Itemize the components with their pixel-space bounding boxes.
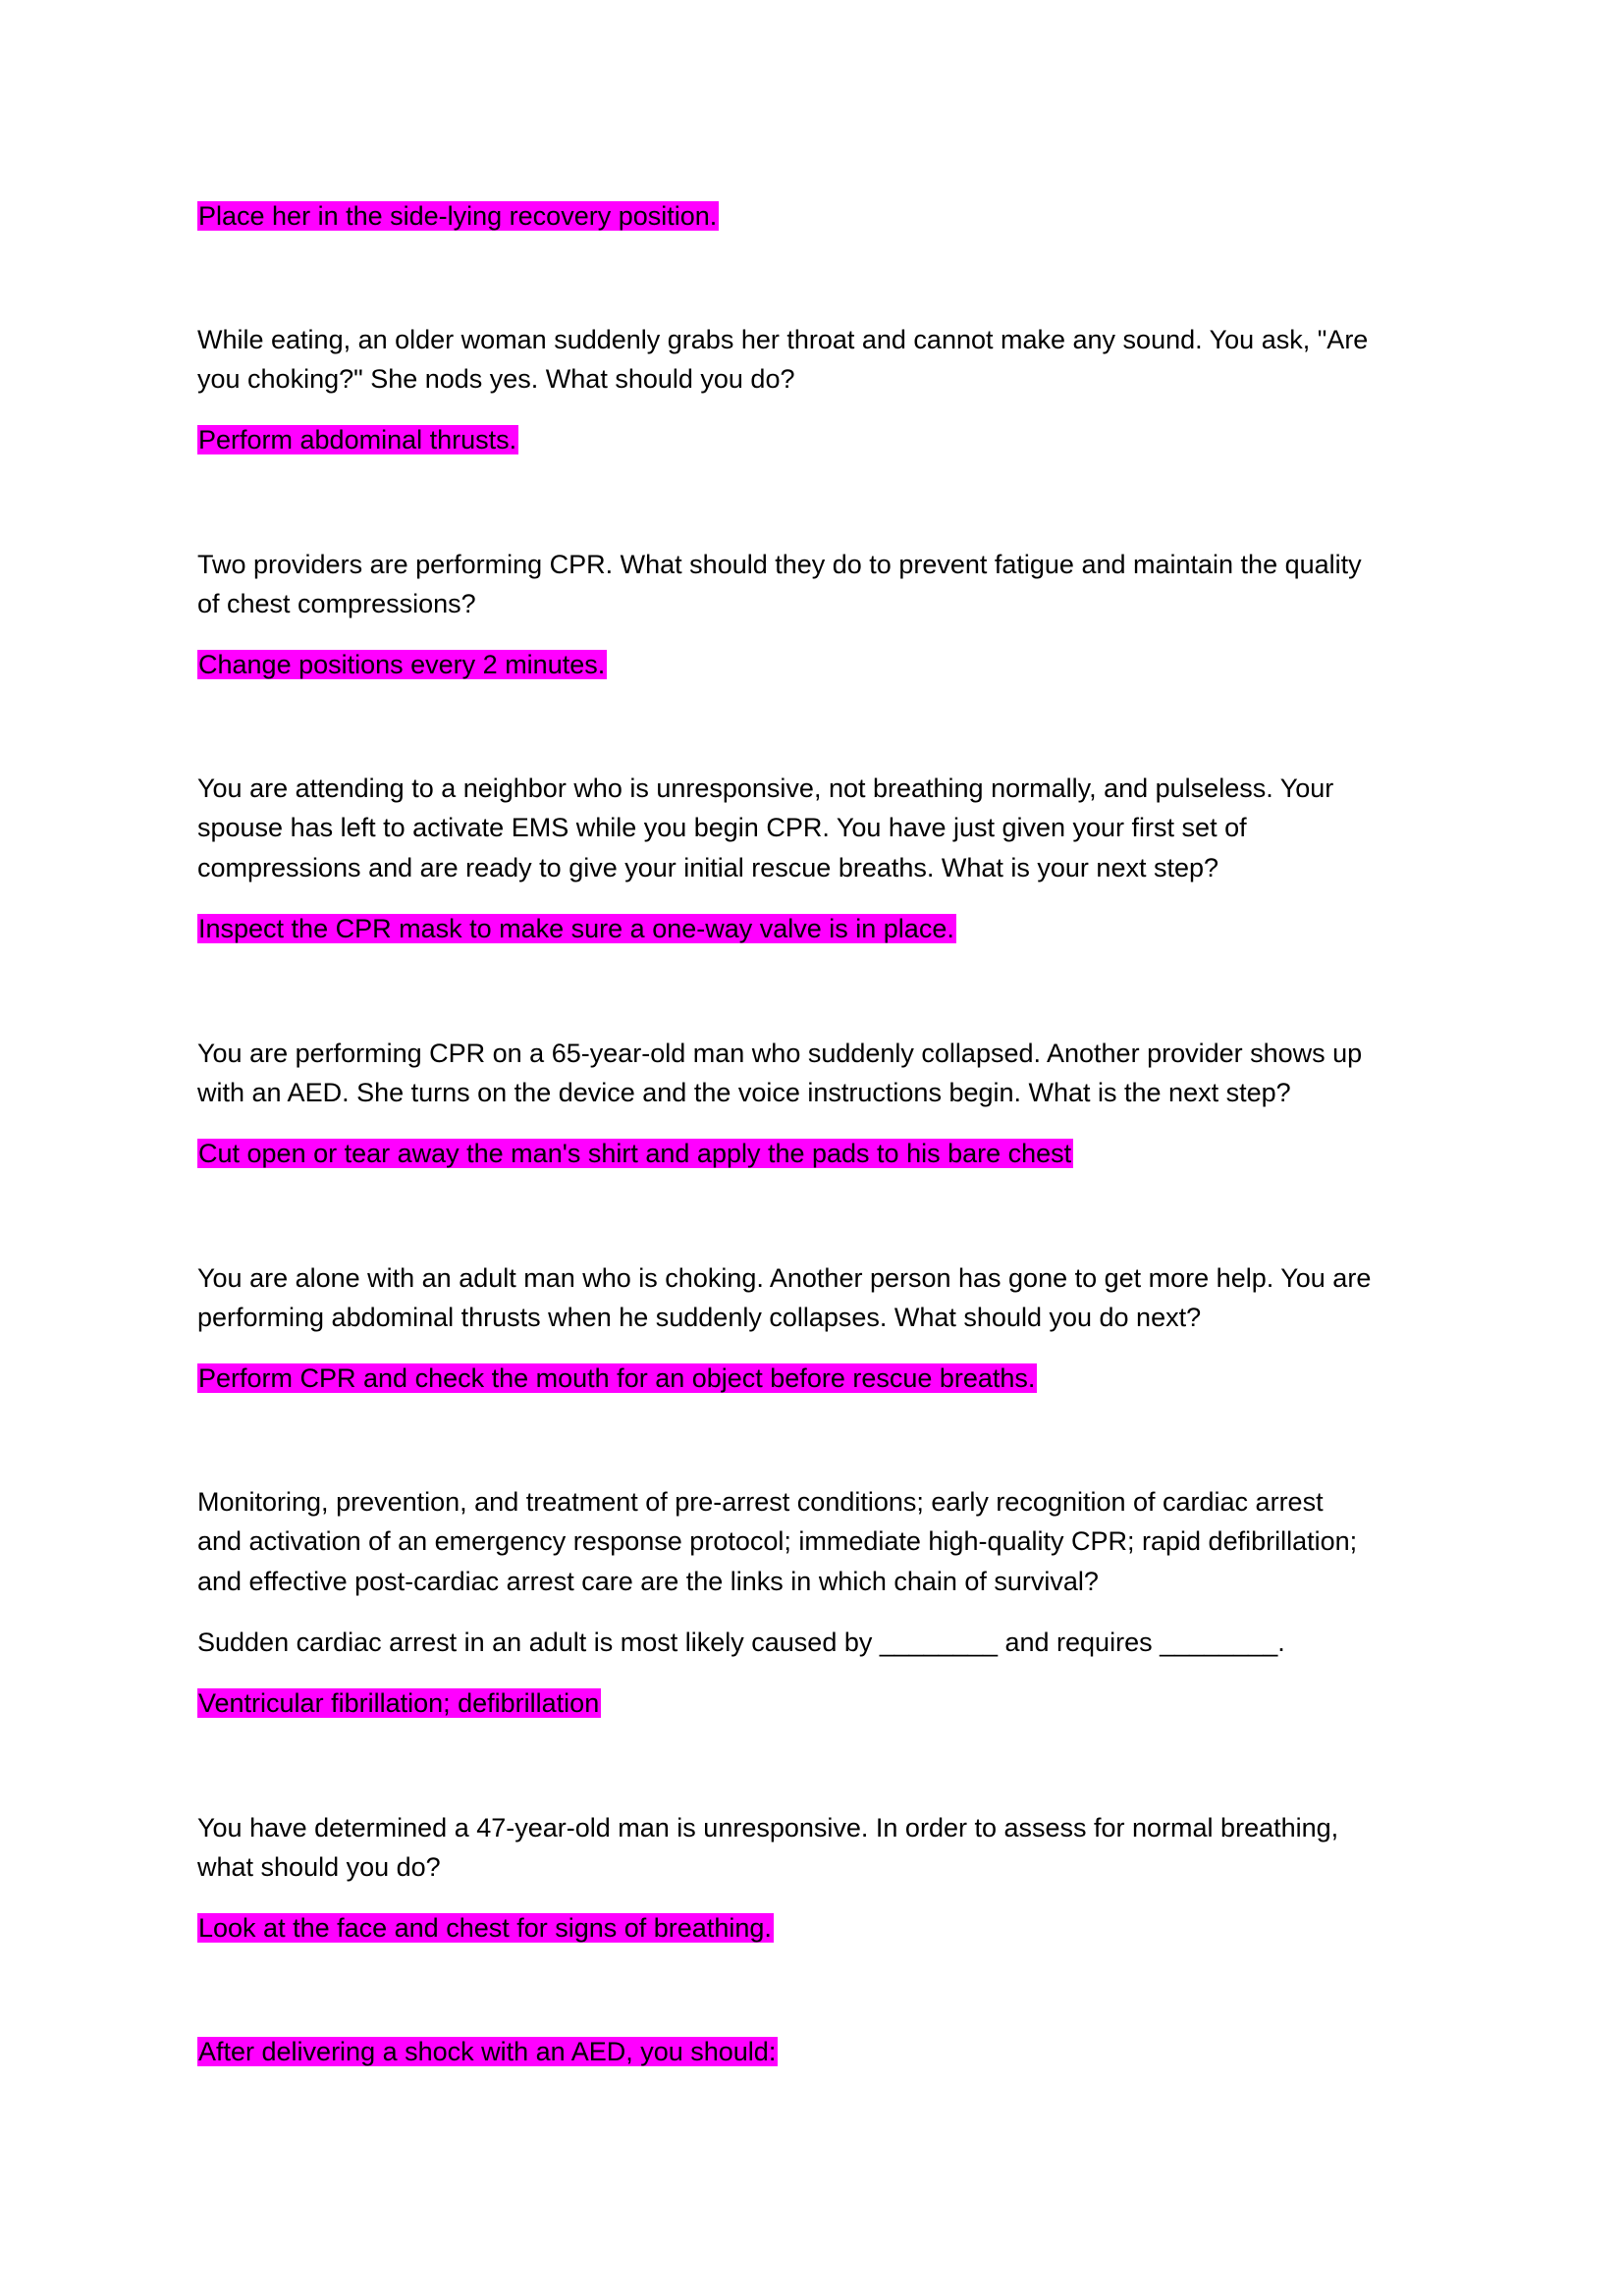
- answer-line: Ventricular fibrillation; defibrillation: [198, 1688, 600, 1718]
- question-line: Monitoring, prevention, and treatment of pre-arrest conditions; early recognition of cardiac arrest: [197, 1487, 1324, 1517]
- question-line: and effective post-cardiac arrest care are the links in which chain of survival?: [197, 1567, 1099, 1596]
- question-line: of chest compressions?: [197, 589, 476, 618]
- answer-line: Change positions every 2 minutes.: [198, 650, 606, 679]
- question-line: you choking?" She nods yes. What should you do?: [197, 364, 795, 394]
- question-line: spouse has left to activate EMS while you begin CPR. You have just given your first set of: [197, 813, 1247, 842]
- question-line: compressions and are ready to give your initial rescue breaths. What is your next step?: [197, 853, 1219, 882]
- question-line: with an AED. She turns on the device and the voice instructions begin. What is the next step?: [197, 1078, 1291, 1107]
- question-line: You are performing CPR on a 65-year-old man who suddenly collapsed. Another provider shows up: [197, 1039, 1363, 1068]
- answer-line: Perform abdominal thrusts.: [198, 425, 517, 454]
- question-line: Two providers are performing CPR. What should they do to prevent fatigue and maintain the quality: [197, 550, 1362, 579]
- question-line: You have determined a 47-year-old man is unresponsive. In order to assess for normal breathing,: [197, 1813, 1339, 1842]
- question-line: what should you do?: [197, 1852, 441, 1882]
- question-line: While eating, an older woman suddenly grabs her throat and cannot make any sound. You ask, "Are: [197, 325, 1369, 354]
- question-line: You are attending to a neighbor who is unresponsive, not breathing normally, and pulseless. Your: [197, 774, 1334, 803]
- answer-line: Look at the face and chest for signs of breathing.: [198, 1913, 772, 1943]
- question-line: performing abdominal thrusts when he suddenly collapses. What should you do next?: [197, 1303, 1202, 1332]
- question-line: Sudden cardiac arrest in an adult is most likely caused by ________ and requires ________.: [197, 1628, 1285, 1657]
- answer-line: Inspect the CPR mask to make sure a one-way valve is in place.: [198, 914, 954, 943]
- answer-line: After delivering a shock with an AED, you should:: [198, 2037, 777, 2066]
- question-line: You are alone with an adult man who is choking. Another person has gone to get more help. You are: [197, 1263, 1372, 1293]
- answer-line: Cut open or tear away the man's shirt and apply the pads to his bare chest: [198, 1139, 1072, 1168]
- answer-line: Place her in the side-lying recovery position.: [198, 201, 718, 231]
- answer-line: Perform CPR and check the mouth for an object before rescue breaths.: [198, 1363, 1036, 1393]
- question-line: and activation of an emergency response protocol; immediate high-quality CPR; rapid defibrillation;: [197, 1526, 1358, 1556]
